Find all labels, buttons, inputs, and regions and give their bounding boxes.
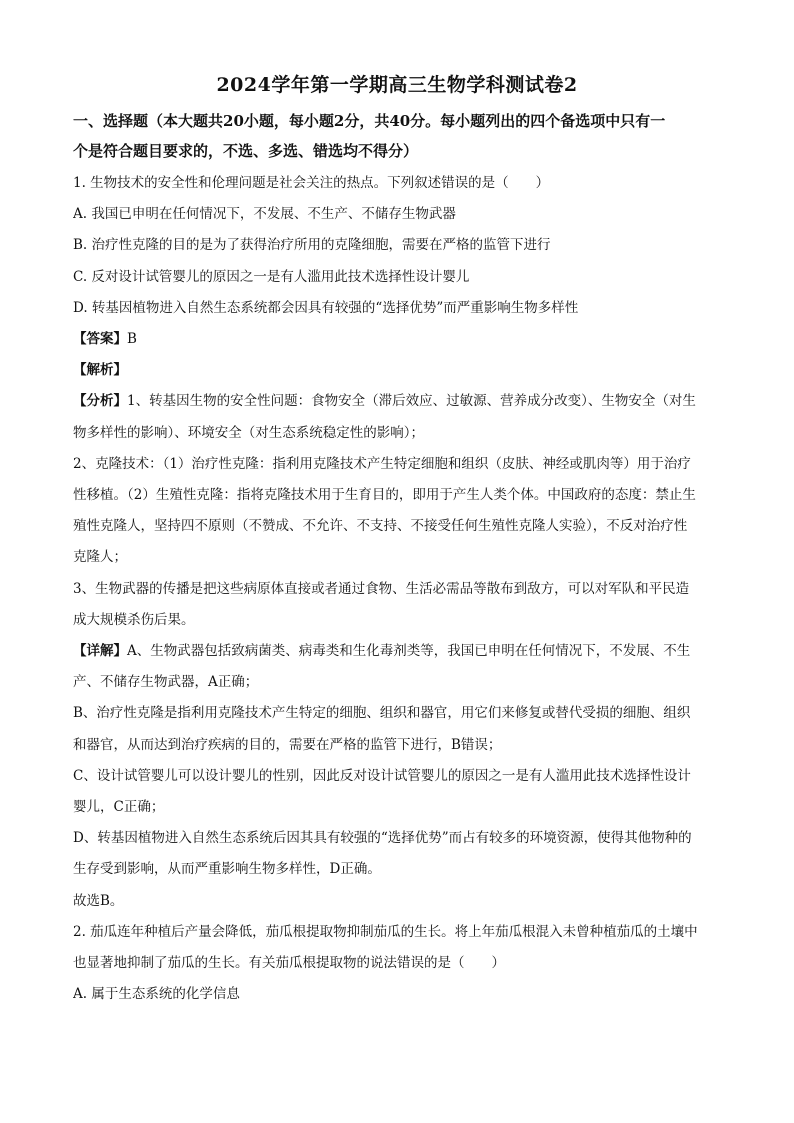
q2-option-a: A. 属于生态系统的化学信息 <box>73 986 240 1003</box>
xiangjie-line: B、治疗性克隆是指利用克隆技术产生特定的细胞、组织和器官，用它们来修复或替代受损的细胞、组织 <box>73 705 691 722</box>
xiangjie-line: D、转基因植物进入自然生态系统后因其具有较强的“选择优势”而占有较多的环境资源，使得其他物种的 <box>73 830 692 847</box>
q1-stem: 1. 生物技术的安全性和伦理问题是社会关注的热点。下列叙述错误的是（ ） <box>73 175 550 191</box>
xiangjie-line: C、设计试管婴儿可以设计婴儿的性别，因此反对设计试管婴儿的原因之一是有人滥用此技术选择性设计 <box>73 767 691 784</box>
fenxi-line: 克隆人； <box>73 549 127 566</box>
q1-option-d: D. 转基因植物进入自然生态系统都会因具有较强的“选择优势”而严重影响生物多样性 <box>73 299 579 316</box>
fenxi-line <box>73 386 728 417</box>
q2-stem-line-2: 也显著地抑制了茄瓜的生长。有关茄瓜根提取物的说法错误的是（ ） <box>73 955 505 972</box>
fenxi-tag: 【分析】 <box>73 393 127 410</box>
q1-answer-line <box>73 324 728 355</box>
xiangjie-line: 和器官，从而达到治疗疾病的目的，需要在严格的监管下进行，B错误； <box>73 736 502 753</box>
fenxi-line: 性移植。（2）生殖性克隆：指将克隆技术用于生育目的，即用于产生人类个体。中国政府的态度：禁止生 <box>73 487 696 504</box>
xiangjie-line: 生存受到影响，从而严重影响生物多样性，D正确。 <box>73 861 381 878</box>
question-content <box>73 168 728 1010</box>
conclusion-line: 故选B。 <box>73 892 124 909</box>
answer-tag: 【答案】 <box>73 331 127 348</box>
xiangjie-line: 婴儿，C正确； <box>73 799 165 816</box>
fenxi-line: 殖性克隆人，坚持四不原则（不赞成、不允许、不支持、不接受任何生殖性克隆人实验），不反对治疗性 <box>73 518 688 535</box>
q1-option-b: B. 治疗性克隆的目的是为了获得治疗所用的克隆细胞，需要在严格的监管下进行 <box>73 237 551 254</box>
fenxi-line: 物多样性的影响）、环境安全（对生态系统稳定性的影响）； <box>73 424 424 441</box>
q1-option-c: C. 反对设计试管婴儿的原因之一是有人滥用此技术选择性设计婴儿 <box>73 268 470 285</box>
fenxi-line: 3、生物武器的传播是把这些病原体直接或者通过食物、生活必需品等散布到敌方，可以对军队和平民造 <box>73 580 690 597</box>
section-heading-line-2: 个是符合题目要求的，不选、多选、错选均不得分） <box>73 142 419 160</box>
fenxi-text: 1、转基因生物的安全性问题：食物安全（滞后效应、过敏源、营养成分改变）、生物安全（对生 <box>127 393 696 410</box>
section-heading <box>73 106 728 166</box>
q2-stem-line-1: 2. 茄瓜连年种植后产量会降低，茄瓜根提取物抑制茄瓜的生长。将上年茄瓜根混入未曾种植茄瓜的土壤中 <box>73 923 698 940</box>
fenxi-line: 成大规模杀伤后果。 <box>73 611 195 628</box>
answer-value: B <box>127 331 137 348</box>
analysis-tag: 【解析】 <box>73 362 127 379</box>
fenxi-line: 2、克隆技术：（1）治疗性克隆：指利用克隆技术产生特定细胞和组织（皮肤、神经或肌肉等）用于治疗 <box>73 455 691 472</box>
xiangjie-tag: 【详解】 <box>73 643 127 660</box>
q1-option-a: A. 我国已申明在任何情况下，不发展、不生产、不储存生物武器 <box>73 206 456 223</box>
xiangjie-line: 产、不储存生物武器，A正确； <box>73 674 259 691</box>
page-title: 2024学年第一学期高三生物学科测试卷2 <box>216 74 578 96</box>
xiangjie-line <box>73 636 728 667</box>
xiangjie-text: A、生物武器包括致病菌类、病毒类和生化毒剂类等，我国已申明在任何情况下，不发展、不生 <box>127 643 691 660</box>
section-heading-line-1: 一、选择题（本大题共20小题，每小题2分，共40分。每小题列出的四个备选项中只有一 <box>73 112 666 130</box>
